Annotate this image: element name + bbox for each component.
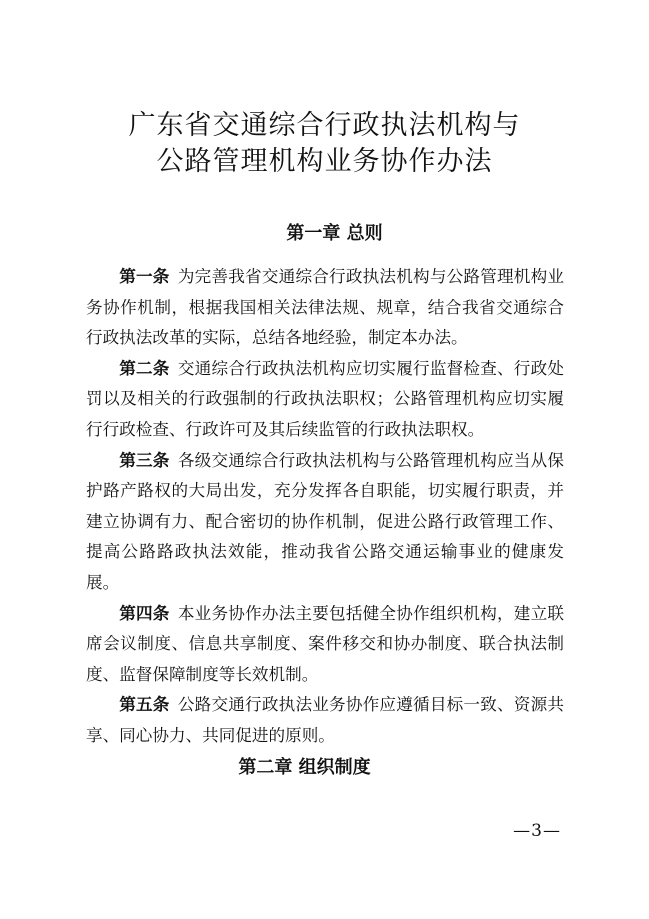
title-line-1: 广东省交通综合行政执法机构与 (128, 110, 521, 141)
page-number: —3— (513, 821, 561, 841)
document-title (0, 108, 649, 180)
article-2-text: 交通综合行政执法机构应切实履行监督检查、行政处罚以及相关的行政强制的行政执法职权；公路管理机构应切实履行行政检查、行政许可及其后续监管的行政执法职权。 (86, 358, 564, 439)
article-list (86, 262, 564, 752)
article-2 (86, 354, 564, 446)
article-1-label: 第一条 (119, 267, 170, 286)
article-5 (86, 690, 564, 751)
article-1-text: 为完善我省交通综合行政执法机构与公路管理机构业务协作机制，根据我国相关法律法规、规章，结合我省交通综合行政执法改革的实际，总结各地经验，制定本办法。 (86, 267, 564, 348)
article-3-text: 各级交通综合行政执法机构与公路管理机构应当从保护路产路权的大局出发，充分发挥各自职能，切实履行职责，并建立协调有力、配合密切的协作机制，促进公路行政管理工作、提高公路路政执法效能，推动我省公路交通运输事业的健康发展。 (86, 450, 564, 592)
chapter-heading-2: 第二章 组织制度 (238, 757, 371, 778)
article-4-label: 第四条 (119, 603, 170, 623)
article-5-text: 公路交通行政执法业务协作应遵循目标一致、资源共享、同心协力、共同促进的原则。 (86, 695, 564, 745)
article-4 (86, 599, 564, 691)
article-3-label: 第三条 (119, 450, 170, 470)
article-5-label: 第五条 (119, 695, 170, 715)
article-3 (86, 446, 564, 599)
article-1 (86, 262, 564, 354)
article-4-text: 本业务协作办法主要包括健全协作组织机构，建立联席会议制度、信息共享制度、案件移交和协办制度、联合执法制度、监督保障制度等长效机制。 (86, 603, 564, 684)
chapter-heading-1: 第一章 总则 (286, 223, 383, 244)
title-line-2: 公路管理机构业务协作办法 (156, 146, 493, 177)
article-2-label: 第二条 (119, 358, 170, 378)
